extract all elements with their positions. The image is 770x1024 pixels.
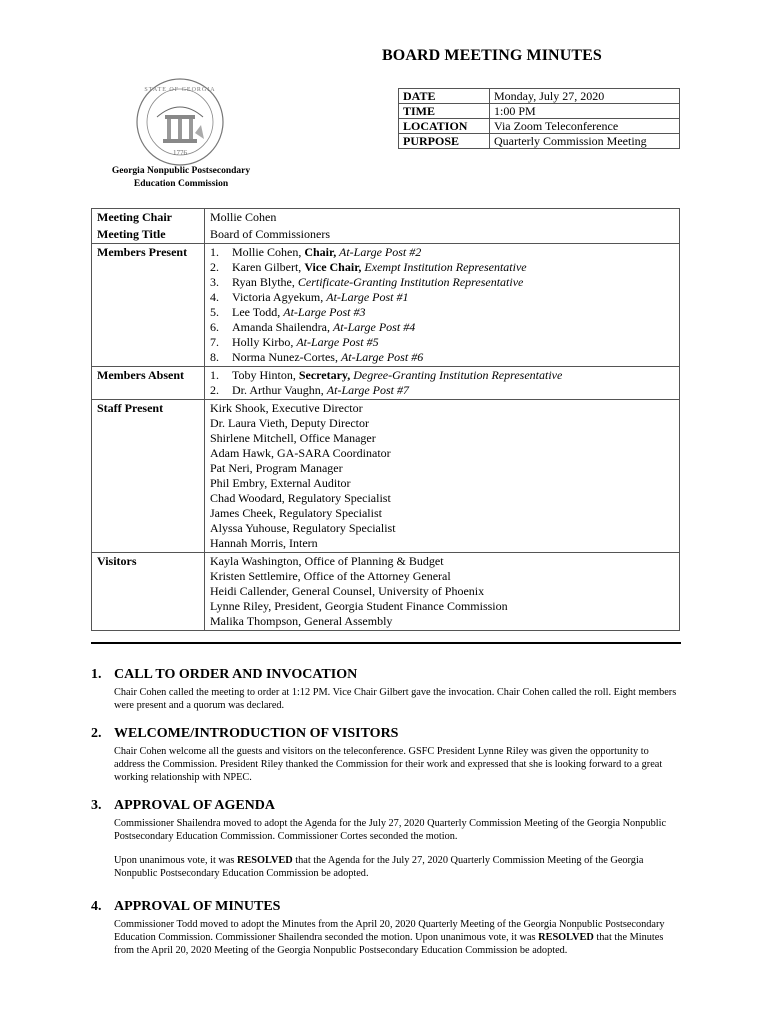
list-item: 1. Mollie Cohen, Chair, At-Large Post #2 [210, 245, 422, 259]
row-staff-present: Staff Present Kirk Shook, Executive Director Dr. Laura Vieth, Deputy Director Shirlene Mitchell, Office Manager Adam Hawk, GA-SARA Coordinator Pat Neri, Program Manager Phil Embry, External Auditor Chad Woodard, Regulatory Specialist James Cheek, Regulatory Specialist Alyssa Yuhouse, Regulatory Specialist Hannah Morris, Intern [92, 400, 680, 553]
section-resolution: Upon unanimous vote, it was RESOLVED that the Agenda for the July 27, 2020 Quarterly Commission Meeting of the Georgia Nonpublic Postsecondary Education Commission be adopted. [114, 855, 644, 879]
list-item: 4. Victoria Agyekum, At-Large Post #1 [210, 290, 409, 304]
row-meeting-chair: Meeting Chair Mollie Cohen [92, 209, 680, 227]
section-heading: CALL TO ORDER AND INVOCATION [114, 667, 358, 682]
section-heading: WELCOME/INTRODUCTION OF VISITORS [114, 726, 399, 741]
document-title: BOARD MEETING MINUTES [382, 47, 602, 64]
section-body: Commissioner Todd moved to adopt the Minutes from the April 20, 2020 Quarterly Meeting of the Georgia Nonpublic Postsecondary Education Commission. Commissioner Shailendra seconded the motion. Upon unanimous vote, it was RESOLVED that the Minutes from the April 20, 2020 Meeting of the Georgia Nonpublic Postsecondary Education Commission be adopted. [114, 919, 665, 956]
section-body: Chair Cohen called the meeting to order at 1:12 PM. Vice Chair Gilbert gave the invocation. Chair Cohen called the roll. Eight members were present and a quorum was declared. [114, 687, 677, 711]
section-heading: APPROVAL OF MINUTES [114, 899, 281, 914]
section-body: Chair Cohen welcome all the guests and visitors on the teleconference. GSFC President Lynne Riley was given the opportunity to address the Commission. President Riley thanked the Commission for their work and expressed that she is looking forward to a great working relationship with NPEC. [114, 746, 663, 783]
list-item: Chad Woodard, Regulatory Specialist [210, 491, 391, 505]
list-item: 5. Lee Todd, At-Large Post #3 [210, 305, 366, 319]
members-present-list [210, 245, 674, 365]
section-heading: APPROVAL OF AGENDA [114, 798, 276, 813]
list-item: Lynne Riley, President, Georgia Student Finance Commission [210, 599, 508, 613]
list-item: 7. Holly Kirbo, At-Large Post #5 [210, 335, 379, 349]
list-item: Kristen Settlemire, Office of the Attorney General [210, 569, 451, 583]
row-visitors: Visitors Kayla Washington, Office of Planning & Budget Kristen Settlemire, Office of the Attorney General Heidi Callender, General Counsel, University of Phoenix Lynne Riley, President, Georgia Student Finance Commission Malika Thompson, General Assembly [92, 553, 680, 631]
list-item: Shirlene Mitchell, Office Manager [210, 431, 376, 445]
list-item: 8. Norma Nunez-Cortes, At-Large Post #6 [210, 350, 424, 364]
list-item: Dr. Laura Vieth, Deputy Director [210, 416, 370, 430]
attendance-table [91, 208, 680, 631]
row-meeting-title: Meeting Title Board of Commissioners [92, 226, 680, 244]
staff-present-list [205, 400, 680, 553]
list-item: James Cheek, Regulatory Specialist [210, 506, 382, 520]
section-body: Commissioner Shailendra moved to adopt the Agenda for the July 27, 2020 Quarterly Commission Meeting of the Georgia Nonpublic Postsecondary Education Commission. Commissioner Cortes seconded the motion. [114, 818, 667, 842]
list-item: 1. Toby Hinton, Secretary, Degree-Granting Institution Representative [210, 368, 563, 382]
list-item: Kayla Washington, Office of Planning & Budget [210, 554, 444, 568]
info-row-purpose: PURPOSE Quarterly Commission Meeting [399, 134, 680, 149]
row-members-absent: Members Absent 1. Toby Hinton, Secretary, Degree-Granting Institution Representative 2. Dr. Arthur Vaughn, At-Large Post #7 [92, 367, 680, 400]
seal-year: 1776 [173, 149, 187, 157]
list-item: 2. Karen Gilbert, Vice Chair, Exempt Institution Representative [210, 260, 527, 274]
info-row-location: LOCATION Via Zoom Teleconference [399, 119, 680, 134]
list-item: Hannah Morris, Intern [210, 536, 318, 550]
section-approval-minutes: 4. APPROVAL OF MINUTES Commissioner Todd moved to adopt the Minutes from the April 20, 2020 Quarterly Meeting of the Georgia Nonpublic Postsecondary Education Commission. Commissioner Shailendra seconded the motion. Upon unanimous vote, it was RESOLVED that the Minutes from the April 20, 2020 Meeting of the Georgia Nonpublic Postsecondary Education Commission be adopted. [91, 899, 681, 957]
section-divider [91, 642, 681, 644]
list-item: Pat Neri, Program Manager [210, 461, 343, 475]
list-item: 2. Dr. Arthur Vaughn, At-Large Post #7 [210, 383, 409, 397]
georgia-state-seal-logo [135, 77, 225, 167]
section-welcome-visitors: 2. WELCOME/INTRODUCTION OF VISITORS Chair Cohen welcome all the guests and visitors on the teleconference. GSFC President Lynne Riley was given the opportunity to address the Commission. President Riley thanked the Commission for their work and expressed that she is looking forward to a great working relationship with NPEC. [91, 726, 681, 784]
list-item: Phil Embry, External Auditor [210, 476, 351, 490]
meeting-info-table [398, 88, 680, 149]
list-item: Kirk Shook, Executive Director [210, 401, 363, 415]
list-item: 3. Ryan Blythe, Certificate-Granting Institution Representative [210, 275, 524, 289]
section-approval-agenda: 3. APPROVAL OF AGENDA Commissioner Shailendra moved to adopt the Agenda for the July 27, 2020 Quarterly Commission Meeting of the Georgia Nonpublic Postsecondary Education Commission. Commissioner Cortes seconded the motion. Upon unanimous vote, it was RESOLVED that the Agenda for the July 27, 2020 Quarterly Commission Meeting of the Georgia Nonpublic Postsecondary Education Commission be adopted. [91, 798, 681, 880]
list-item: Heidi Callender, General Counsel, University of Phoenix [210, 584, 485, 598]
members-absent-list [210, 368, 674, 398]
list-item: Adam Hawk, GA-SARA Coordinator [210, 446, 391, 460]
list-item: Alyssa Yuhouse, Regulatory Specialist [210, 521, 396, 535]
section-call-to-order: 1. CALL TO ORDER AND INVOCATION Chair Cohen called the meeting to order at 1:12 PM. Vice Chair Gilbert gave the invocation. Chair Cohen called the roll. Eight members were present and a quorum was declared. [91, 667, 681, 712]
info-row-date: DATE Monday, July 27, 2020 [399, 89, 680, 104]
row-members-present: Members Present 1. Mollie Cohen, Chair, At-Large Post #2 2. Karen Gilbert, Vice Chair, Exempt Institution Representative 3. Ryan Blythe, Certificate-Granting Institution Representative 4. Victoria Agyekum, At-Large Post #1 5. Lee Todd, At-Large Post #3 6. Amanda Shailendra, At-Large Post #4 7. Holly Kirbo, At-Large Post #5 8. Norma Nunez-Cortes, At-Large Post #6 [92, 244, 680, 367]
info-row-time: TIME 1:00 PM [399, 104, 680, 119]
list-item: Malika Thompson, General Assembly [210, 614, 393, 628]
visitors-list [205, 553, 680, 631]
list-item: 6. Amanda Shailendra, At-Large Post #4 [210, 320, 416, 334]
seal-ring-text: STATE OF GEORGIA [144, 87, 216, 93]
organization-name: Georgia Nonpublic Postsecondary Education Commission [111, 166, 251, 189]
